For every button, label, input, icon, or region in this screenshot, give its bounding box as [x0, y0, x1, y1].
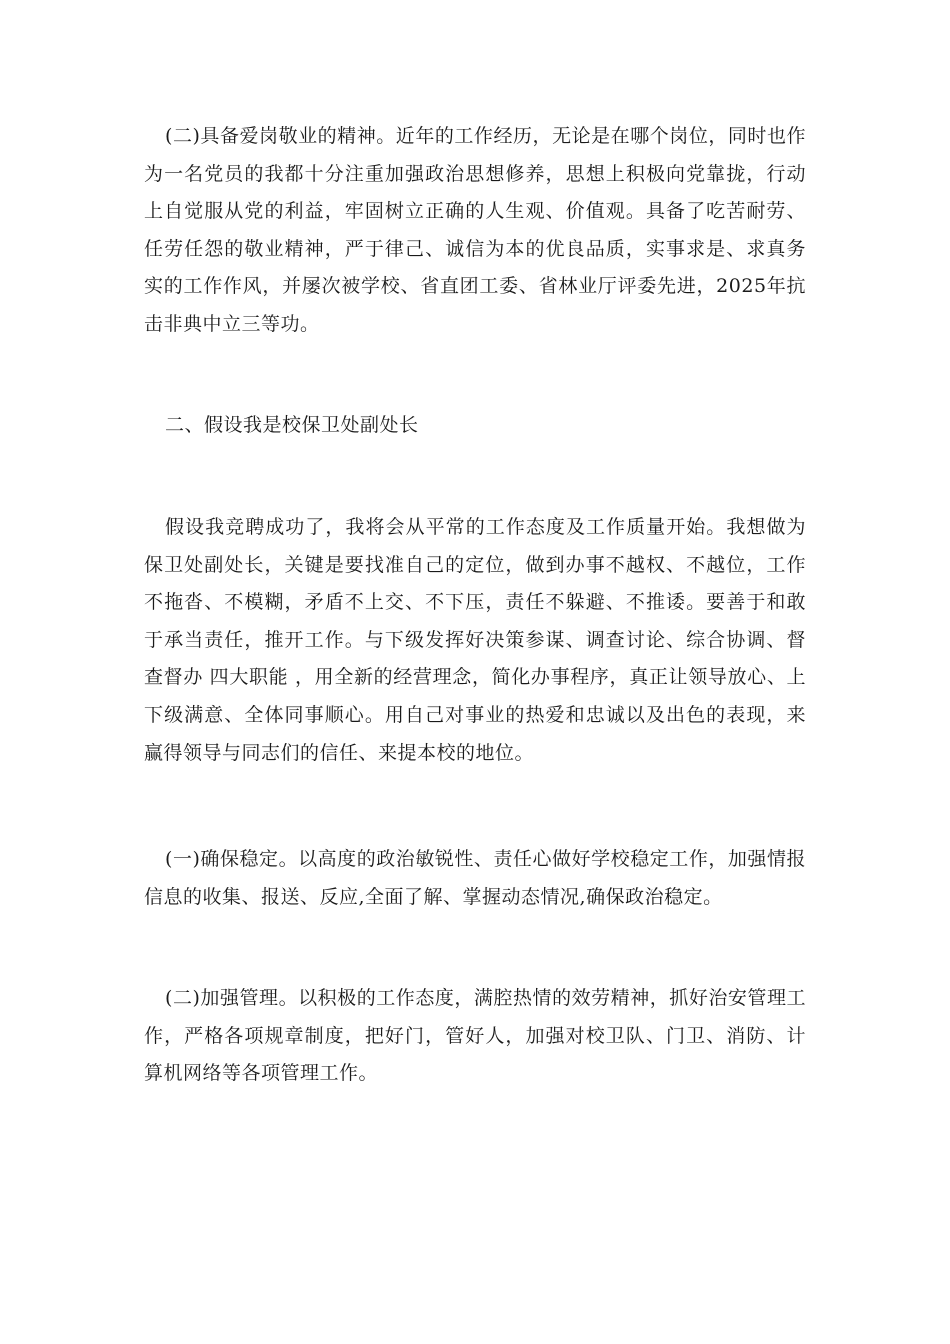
paragraph-dedication: (二)具备爱岗敬业的精神。近年的工作经历，无论是在哪个岗位，同时也作为一名党员的我都十分注重加强政治思想修养，思想上积极向党靠拢，行动上自觉服从党的利益，牢固树立正确的人生观、价值观。具备了吃苦耐劳、任劳任怨的敬业精神，严于律己、诚信为本的优良品质，实事求是、求真务实的工作作风，并屡次被学校、省直团工委、省林业厅评委先进，2025年抗击非典中立三等功。 [144, 125, 806, 335]
paragraph-management: (二)加强管理。以积极的工作态度，满腔热情的效劳精神，抓好治安管理工作，严格各项规章制度，把好门，管好人，加强对校卫队、门卫、消防、计算机网络等各项管理工作。 [144, 987, 806, 1085]
paragraph-stability: (一)确保稳定。以高度的政治敏锐性、责任心做好学校稳定工作，加强情报信息的收集、报送、反应,全面了解、掌握动态情况,确保政治稳定。 [144, 848, 806, 908]
section-heading: 二、假设我是校保卫处副处长 [165, 414, 419, 436]
paragraph-plan: 假设我竞聘成功了，我将会从平常的工作态度及工作质量开始。我想做为保卫处副处长，关键是要找准自己的定位，做到办事不越权、不越位，工作不拖沓、不模糊，矛盾不上交、不下压，责任不躲避、不推诿。要善于和敢于承当责任，推开工作。与下级发挥好决策参谋、调查讨论、综合协调、督查督办 四大职能 ，用全新的经营理念，简化办事程序，真正让领导放心、上下级满意、全体同事顺心。用自己对事业的热爱和忠诚以及出色的表现，来赢得领导与同志们的信任、来提本校的地位。 [144, 516, 806, 764]
